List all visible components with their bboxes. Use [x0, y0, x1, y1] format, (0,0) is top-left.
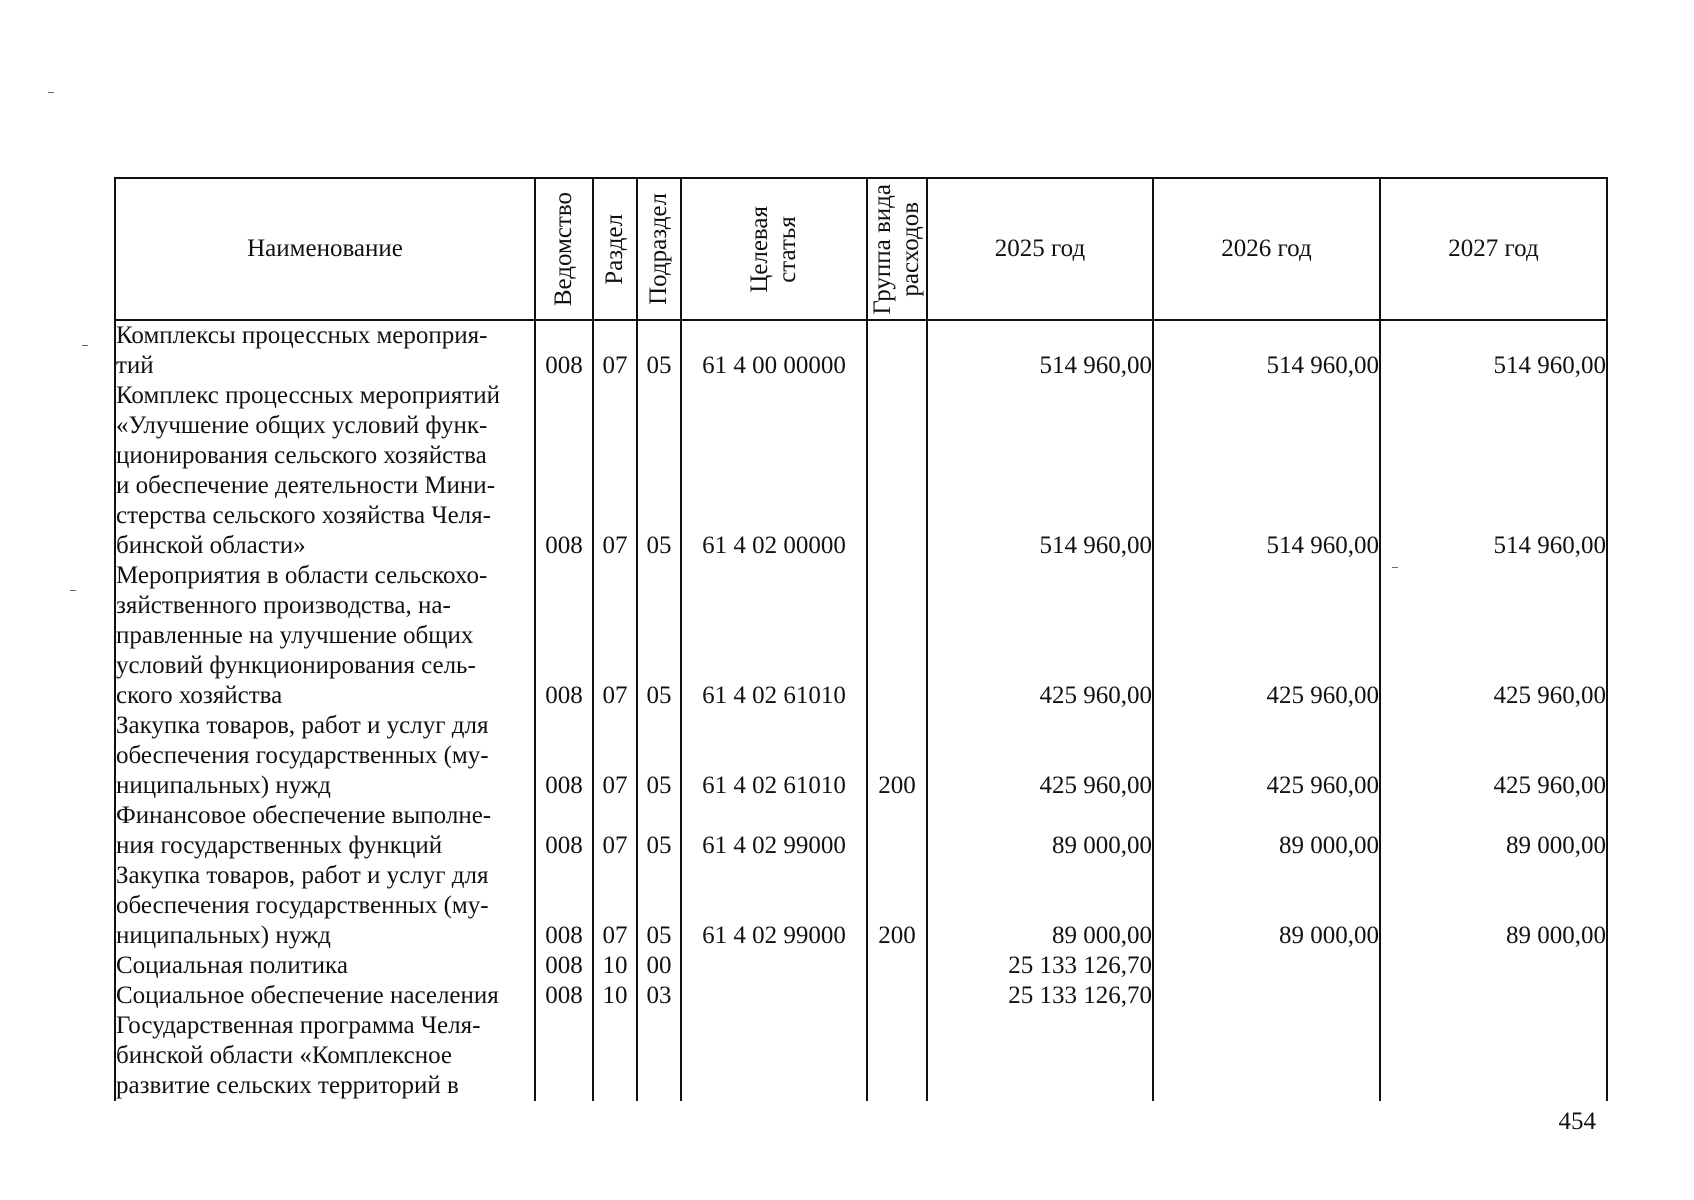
- cell-name: [115, 981, 535, 1011]
- cell-2027: 514 960,00: [1380, 381, 1607, 561]
- cell-target: 61 4 02 61010: [681, 711, 867, 801]
- cell-target: 61 4 00 00000: [681, 320, 867, 381]
- cell-2026: 425 960,00: [1153, 561, 1380, 711]
- table-row: [115, 951, 1607, 981]
- name-line: ского хозяйства: [116, 682, 283, 709]
- cell-name: [115, 951, 535, 981]
- table-row: [115, 561, 1607, 711]
- cell-2026: [1153, 981, 1380, 1011]
- header-subsection: [637, 178, 681, 320]
- cell-group: [867, 801, 927, 861]
- cell-dept: 008: [535, 861, 593, 951]
- cell-section: 07: [593, 801, 637, 861]
- cell-2027: 425 960,00: [1380, 711, 1607, 801]
- header-group: [867, 178, 927, 320]
- cell-section: 10: [593, 981, 637, 1011]
- header-section: [593, 178, 637, 320]
- header-dept: [535, 178, 593, 320]
- name-line: ниципальных) нужд: [116, 922, 331, 949]
- cell-dept: 008: [535, 981, 593, 1011]
- cell-target: [681, 1011, 867, 1101]
- cell-subsection: 05: [637, 320, 681, 381]
- name-line: Комплексы процессных мероприя-: [116, 322, 488, 349]
- table-row: [115, 320, 1607, 381]
- name-line: и обеспечение деятельности Мини-: [116, 472, 496, 499]
- cell-dept: 008: [535, 711, 593, 801]
- name-line: обеспечения государственных (му-: [116, 892, 489, 919]
- table-row: [115, 981, 1607, 1011]
- cell-subsection: 00: [637, 951, 681, 981]
- cell-group: 200: [867, 861, 927, 951]
- cell-2027: 514 960,00: [1380, 320, 1607, 381]
- cell-subsection: 05: [637, 861, 681, 951]
- name-line: Закупка товаров, работ и услуг для: [116, 712, 489, 739]
- header-group-line1: Группа вида: [869, 183, 896, 315]
- name-line: бинской области «Комплексное: [116, 1042, 453, 1069]
- budget-table: [114, 177, 1608, 1101]
- header-group-line2: расходов: [897, 201, 924, 297]
- table-row: [115, 861, 1607, 951]
- cell-subsection: 05: [637, 801, 681, 861]
- name-line: Комплекс процессных мероприятий: [116, 382, 501, 409]
- cell-target: [681, 981, 867, 1011]
- name-line: условий функционирования сель-: [116, 652, 476, 679]
- name-line: развитие сельских территорий в: [116, 1072, 459, 1099]
- cell-subsection: 05: [637, 381, 681, 561]
- cell-section: 07: [593, 711, 637, 801]
- cell-dept: 008: [535, 801, 593, 861]
- cell-2026: 514 960,00: [1153, 320, 1380, 381]
- header-dept-label: Ведомство: [550, 191, 577, 307]
- scan-speck: [48, 92, 54, 93]
- name-line: бинской области»: [116, 532, 306, 559]
- cell-2026: 89 000,00: [1153, 861, 1380, 951]
- cell-name: [115, 320, 535, 381]
- cell-name: [115, 561, 535, 711]
- name-line: ниципальных) нужд: [116, 772, 331, 799]
- header-subsection-label: Подраздел: [645, 193, 672, 305]
- name-line: Финансовое обеспечение выполне-: [116, 802, 492, 829]
- cell-2027: 89 000,00: [1380, 801, 1607, 861]
- cell-section: 07: [593, 381, 637, 561]
- name-line: Социальная политика: [116, 952, 348, 979]
- name-line: Государственная программа Челя-: [116, 1012, 481, 1039]
- cell-2025: 89 000,00: [927, 861, 1153, 951]
- name-line: ционирования сельского хозяйства: [116, 442, 487, 469]
- cell-target: [681, 951, 867, 981]
- cell-name: [115, 861, 535, 951]
- cell-subsection: 05: [637, 711, 681, 801]
- cell-target: 61 4 02 61010: [681, 561, 867, 711]
- table-row: [115, 801, 1607, 861]
- cell-2027: [1380, 1011, 1607, 1101]
- cell-2026: 514 960,00: [1153, 381, 1380, 561]
- cell-target: 61 4 02 99000: [681, 861, 867, 951]
- cell-section: [593, 1011, 637, 1101]
- cell-2027: [1380, 981, 1607, 1011]
- cell-2027: 89 000,00: [1380, 861, 1607, 951]
- cell-subsection: [637, 1011, 681, 1101]
- cell-section: 07: [593, 320, 637, 381]
- cell-2025: 514 960,00: [927, 381, 1153, 561]
- cell-group: [867, 1011, 927, 1101]
- cell-subsection: 03: [637, 981, 681, 1011]
- cell-name: [115, 711, 535, 801]
- name-line: обеспечения государственных (му-: [116, 742, 489, 769]
- header-2026: 2026 год: [1153, 178, 1380, 320]
- header-name: Наименование: [115, 178, 535, 320]
- cell-group: [867, 381, 927, 561]
- name-line: «Улучшение общих условий функ-: [116, 412, 488, 439]
- cell-group: [867, 320, 927, 381]
- table-row: [115, 1011, 1607, 1101]
- scan-speck: [82, 345, 88, 346]
- table-row: [115, 711, 1607, 801]
- cell-group: [867, 951, 927, 981]
- page-number: 454: [1558, 1108, 1596, 1135]
- cell-dept: 008: [535, 561, 593, 711]
- cell-target: 61 4 02 99000: [681, 801, 867, 861]
- header-2027: 2027 год: [1380, 178, 1607, 320]
- cell-group: [867, 981, 927, 1011]
- cell-2026: [1153, 951, 1380, 981]
- cell-2025: 425 960,00: [927, 711, 1153, 801]
- header-target-line1: Целевая: [746, 205, 773, 293]
- table-row: [115, 381, 1607, 561]
- cell-section: 07: [593, 861, 637, 951]
- scan-speck: [70, 590, 76, 591]
- name-line: ния государственных функций: [116, 832, 443, 859]
- cell-2025: 425 960,00: [927, 561, 1153, 711]
- cell-2027: 425 960,00: [1380, 561, 1607, 711]
- name-line: Мероприятия в области сельскохо-: [116, 562, 488, 589]
- cell-dept: 008: [535, 320, 593, 381]
- cell-section: 10: [593, 951, 637, 981]
- header-2025: 2025 год: [927, 178, 1153, 320]
- cell-2026: [1153, 1011, 1380, 1101]
- cell-2026: 425 960,00: [1153, 711, 1380, 801]
- cell-2025: 514 960,00: [927, 320, 1153, 381]
- name-line: Закупка товаров, работ и услуг для: [116, 862, 489, 889]
- table-header-row: [115, 178, 1607, 320]
- header-target-line2: статья: [774, 215, 801, 283]
- header-section-label: Раздел: [601, 213, 628, 285]
- cell-section: 07: [593, 561, 637, 711]
- cell-group: [867, 561, 927, 711]
- cell-name: [115, 801, 535, 861]
- cell-2025: 25 133 126,70: [927, 981, 1153, 1011]
- table-body: [115, 320, 1607, 1101]
- cell-dept: 008: [535, 951, 593, 981]
- cell-subsection: 05: [637, 561, 681, 711]
- name-line: правленные на улучшение общих: [116, 622, 474, 649]
- cell-target: 61 4 02 00000: [681, 381, 867, 561]
- cell-2025: 89 000,00: [927, 801, 1153, 861]
- header-target: [681, 178, 867, 320]
- cell-2025: [927, 1011, 1153, 1101]
- name-line: зяйственного производства, на-: [116, 592, 451, 619]
- cell-name: [115, 1011, 535, 1101]
- name-line: тий: [116, 352, 154, 379]
- name-line: Социальное обеспечение населения: [116, 982, 499, 1009]
- cell-group: 200: [867, 711, 927, 801]
- cell-name: [115, 381, 535, 561]
- cell-dept: 008: [535, 381, 593, 561]
- cell-dept: [535, 1011, 593, 1101]
- cell-2026: 89 000,00: [1153, 801, 1380, 861]
- cell-2025: 25 133 126,70: [927, 951, 1153, 981]
- name-line: стерства сельского хозяйства Челя-: [116, 502, 491, 529]
- cell-2027: [1380, 951, 1607, 981]
